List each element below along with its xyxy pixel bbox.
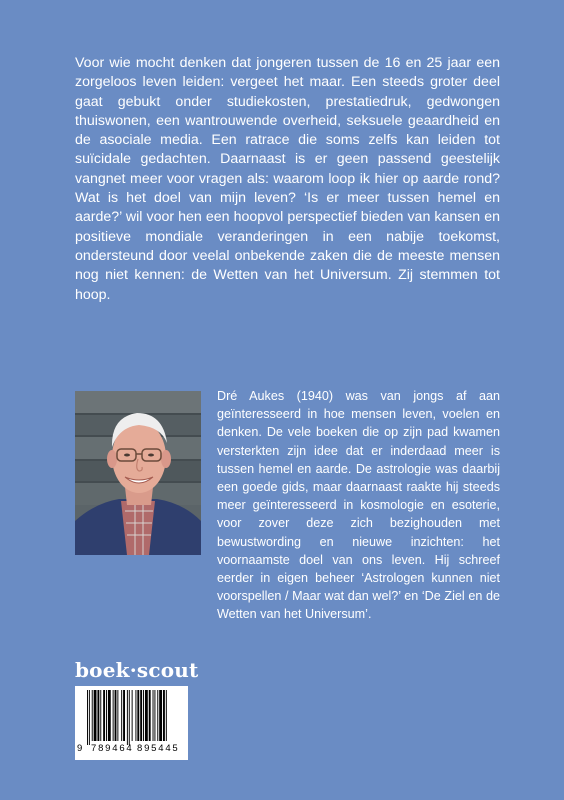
barcode-bar (127, 690, 128, 745)
barcode-bar (159, 690, 162, 741)
barcode-digits (75, 743, 188, 757)
barcode-digits-right: 895445 (137, 743, 180, 754)
barcode-bar (157, 690, 158, 741)
barcode-bar (143, 690, 144, 741)
barcode-bar (153, 690, 154, 741)
barcode-bar (103, 690, 105, 741)
back-cover-blurb: Voor wie mocht denken dat jongeren tussen de 16 en 25 jaar een zorgeloos leven leiden: vergeet het maar. Een steeds groter deel gaat gebukt onder studiekosten, prestatiedruk, gedwongen thuiswonen, een wantrouwende overheid, seksuele geaardheid en de asociale media. Een ratrace die soms zelfs kan leiden tot suïcidale gedachten. Daarnaast is er geen passend geestelijk vangnet meer voor vragen als: waarom loop ik hier op aarde rond? Wat is het doel van mijn leven? ‘Is er meer tussen hemel en aarde?’ wil voor hen een hoopvol perspectief bieden van kansen en positieve mondiale veranderingen in een nabije toekomst, ondersteund door veelal onbekende zaken die de meeste mensen nog niet kennen: de Wetten van het Universum. Zij stemmen tot hoop. (75, 55, 500, 303)
barcode-bar (140, 690, 142, 741)
barcode-bar (145, 690, 148, 741)
barcode-bar (113, 690, 114, 741)
barcode-bar (108, 690, 111, 741)
barcode-bar (117, 690, 118, 741)
barcode-bar (97, 690, 99, 741)
barcode-bar (94, 690, 97, 741)
barcode-bar (137, 690, 139, 741)
barcode-bar (135, 690, 136, 741)
barcode-bar (132, 690, 133, 741)
barcode-bar (115, 690, 117, 741)
barcode-bar (121, 690, 122, 741)
author-bio: Dré Aukes (1940) was van jongs af aan geïnteresseerd in hoe mensen leven, voelen en denken. De vele boeken die op zijn pad kwamen versterkten zijn idee dat er inderdaad meer is tussen hemel en aarde. De astrologie was daarbij een goede gids, maar daarnaast raakte hij steeds meer geïnteresseerd in kosmologie en esoterie, voor zover deze zich bezighouden met bewustwording en nieuwe inzichten: het voornaamste doel van ons leven. Hij schreef eerder in eigen beheer ‘Astrologen kunnen niet voorspellen / Maar wat dan wel?’ en ‘De Ziel en de Wetten van het Universum’. (217, 389, 500, 622)
isbn-barcode (75, 686, 188, 760)
barcode-bar (123, 690, 125, 741)
barcode-bar (163, 690, 165, 741)
barcode-bar (87, 690, 88, 745)
barcode-digits-left: 789464 (91, 743, 134, 754)
barcode-digit-first: 9 (77, 743, 83, 754)
barcode-bar (106, 690, 107, 741)
author-photo (75, 391, 201, 555)
publisher-logo: boek·scout (75, 658, 199, 682)
barcode-bar (92, 690, 93, 741)
barcode-bar (100, 690, 101, 741)
barcode-bar (166, 690, 167, 741)
barcode-bar (89, 690, 90, 745)
barcode-bar (149, 690, 151, 741)
barcode-bar (154, 690, 155, 741)
barcode-bar (129, 690, 130, 745)
